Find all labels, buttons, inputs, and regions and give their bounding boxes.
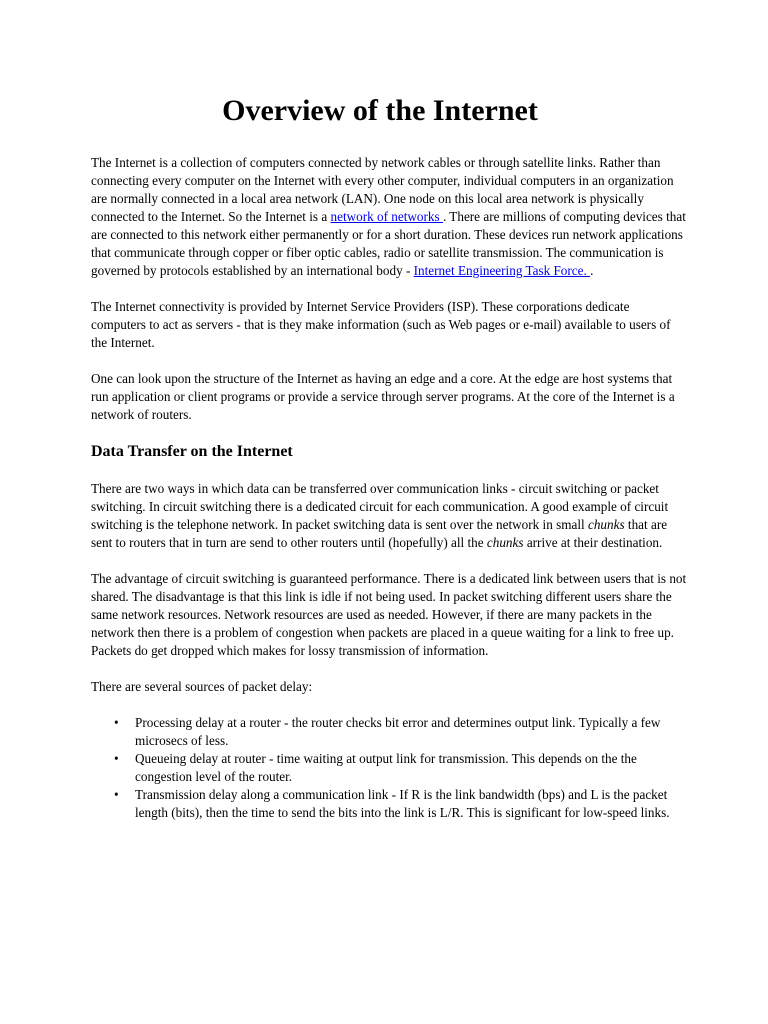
page-title: Overview of the Internet (222, 94, 538, 127)
section-text-1a: There are two ways in which data can be transferred over communication links - circuit switching or packet switching. In circuit switching there is a dedicated circuit for each communication. A good example of circuit switching is the telephone network. In packet switching data is sent over the network in small (91, 481, 669, 532)
section-heading: Data Transfer on the Internet (91, 443, 293, 460)
section-paragraph-1 (91, 480, 687, 552)
section-text-1c: arrive at their destination. (523, 535, 663, 550)
packet-delay-list (91, 714, 687, 822)
chunks-emphasis-1: chunks (587, 517, 625, 532)
bullet-icon: • (114, 715, 119, 730)
intro-paragraph-3: One can look upon the structure of the Internet as having an edge and a core. At the edge are host systems that run application or client programs or provide a service through server programs. At the core of the Internet is a network of routers. (91, 371, 675, 422)
document-page (91, 92, 687, 822)
intro-paragraph-2: The Internet connectivity is provided by Internet Service Providers (ISP). These corporations dedicate computers to act as servers - that is they make information (such as Web pages or e-mail) available to users of the Internet. (91, 299, 671, 350)
intro-paragraph-1 (91, 154, 687, 280)
list-item-text: Transmission delay along a communication link - If R is the link bandwidth (bps) and L is the packet length (bits), then the time to send the bits into the link is L/R. This is significant for low-speed links. (135, 787, 670, 820)
list-item-text: Processing delay at a router - the router checks bit error and determines output link. Typically a few microsecs of less. (135, 715, 661, 748)
bullet-icon: • (114, 751, 119, 766)
list-item-text: Queueing delay at router - time waiting at output link for transmission. This depends on the the congestion level of the router. (135, 751, 637, 784)
intro-text-1a: The Internet is a collection of computers connected by network cables or through satellite links. Rather than connecting every computer on the Internet with every other computer, individual computers in an organization are normally connected in a local area network (LAN). One node on this local area network is physically connected to the Internet. So the Internet is a (91, 155, 674, 224)
list-item (114, 786, 687, 822)
bullet-icon: • (114, 787, 119, 802)
section-text-1b: that are sent to routers that in turn are send to other routers until (hopefully) all the (91, 517, 668, 550)
list-item (114, 750, 687, 786)
chunks-emphasis-2: chunks (486, 535, 524, 550)
network-of-networks-link[interactable]: network of networks (330, 209, 443, 224)
list-item (114, 714, 687, 750)
section-paragraph-2: The advantage of circuit switching is guaranteed performance. There is a dedicated link between users that is not shared. The disadvantage is that this link is idle if not being used. In packet switching different users share the same network resources. Network resources are used as needed. However, if there are many packets in the network then there is a problem of congestion when packets are placed in a queue waiting for a link to free up. Packets do get dropped which makes for lossy transmission of information. (91, 571, 687, 658)
ietf-link[interactable]: Internet Engineering Task Force. (413, 263, 591, 278)
intro-text-1b: . There are millions of computing devices that are connected to this network either permanently or for a short duration. These devices run network applications that communicate through copper or fiber optic cables, radio or satellite transmission. The communication is governed by protocols established by an international body - (91, 209, 686, 278)
intro-text-1c: . (590, 263, 594, 278)
section-paragraph-3: There are several sources of packet delay: (91, 679, 313, 694)
